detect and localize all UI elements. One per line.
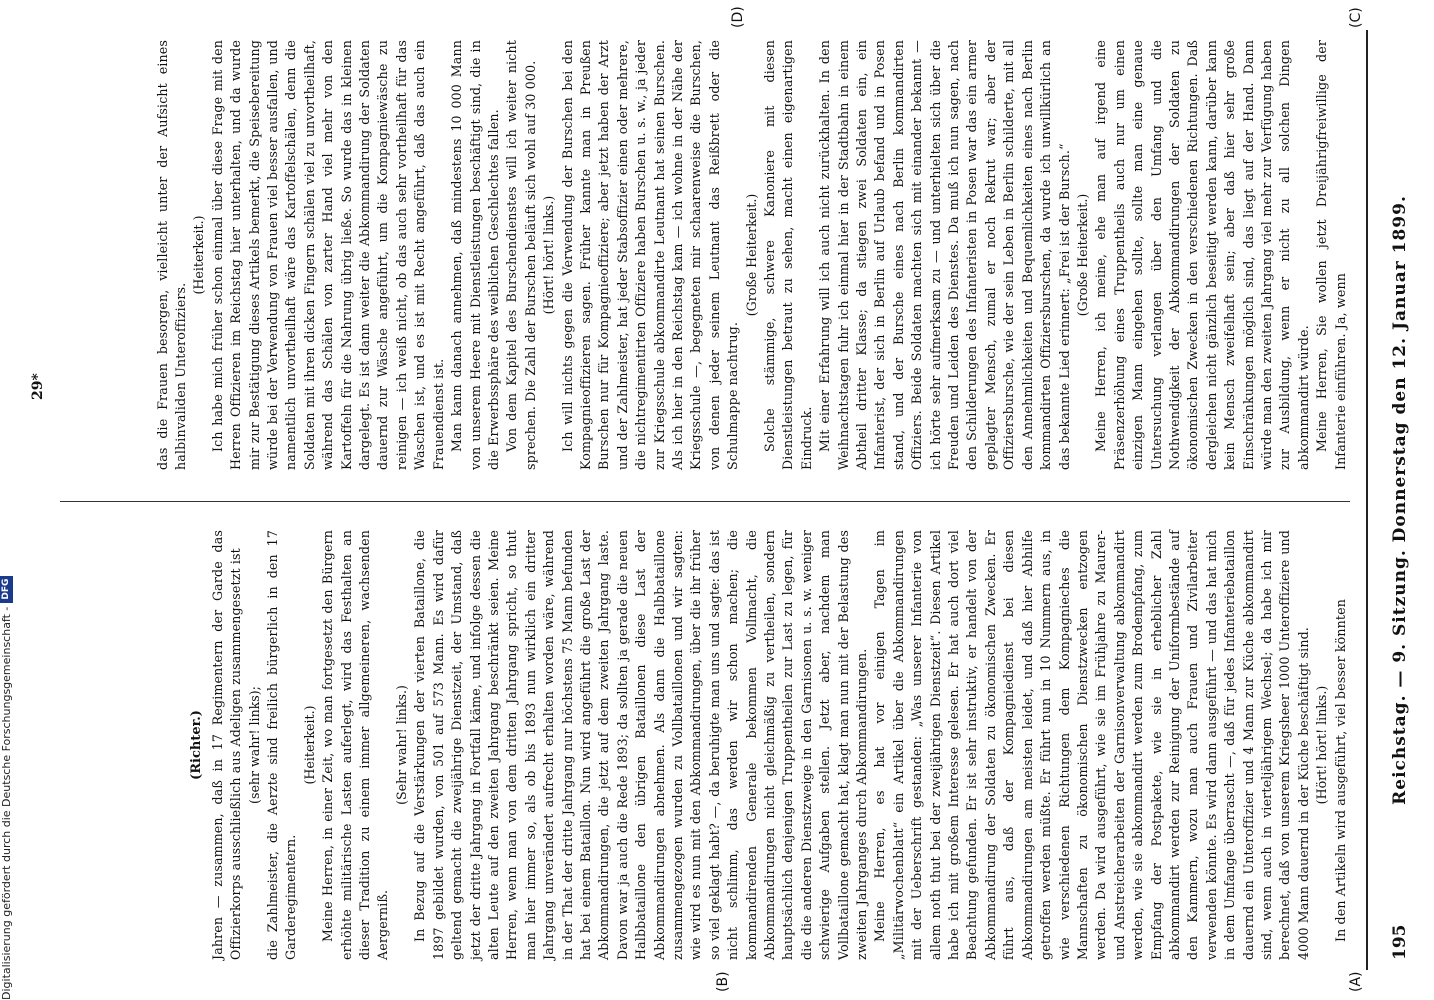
- digitization-text: Digitalisierung gefördert durch die Deutsche Forschungsgemeinschaft -: [0, 606, 13, 1000]
- paragraph: Jahren — zusammen, daß in 17 Regimentern der Garde das Offizierkorps ausschließlich aus Adeligen zusammengesetzt ist: [209, 530, 244, 960]
- paragraph: Meine Herren, es hat vor einigen Tagen im „Militärwochenblatt“ ein Artikel über die Abkommandirungen mit der Ueberschrift gestanden: „Was unserer Infanterie von allem noth thut bei der zweijährigen Dienstzeit“. Diesen Artikel habe ich mit großem Interesse gelesen. Er hat auch dort viel Beachtung gefunden. Er ist sehr instruktiv, er handelt von der Abkommandirung der Soldaten zu ökonomischen Zwecken. Er führt aus, daß der Kompagniedienst bei diesen Abkommandirungen am meisten leidet, und daß hier Abhilfe getroffen werden müßte. Er führt nun in 10 Nummern aus, in wie verschiedenen Richtungen dem Kompagnieches die Mannschaften zu ökonomischen Dienstzwecken entzogen werden. Da wird ausgeführt, wie sie im Frühjahre zu Maurer- und Anstreicherarbeiten der Garnisonverwaltung abkommandirt werden, wie sie abkommandirt werden zum Brodempfang, zum Empfang der Postpakete, wie sie in erheblicher Zahl abkommandirt werden zur Reinigung der Uniformbestände auf den Kammern, wozu man auch Frauen und Zivilarbeiter verwenden könnte. Es wird dann ausgeführt — und das hat mich in dem Umfange überrascht —, daß für jedes Infanteriebataillon dauernd ein Unteroffizier und 4 Mann zur Küche abkommandirt sind, wenn auch in vierteljährigem Wechsel; da habe ich mir berechnet, daß von unserem Kriegsheer 1000 Unteroffiziere und 4000 Mann dauernd in der Küche beschäftigt sind.: [872, 530, 1311, 960]
- left-column: [40, 530, 1350, 960]
- paragraph: Meine Herren, Sie wollen jetzt Dreijährigfreiwillige der Infanterie einführen. Ja, wenn: [1314, 40, 1348, 470]
- page-title: Reichstag. — 9. Sitzung. Donnerstag den 12. Januar 1899.: [1390, 195, 1410, 805]
- paragraph: In Bezug auf die Verstärkungen der vierten Bataillone, die 1897 gebildet wurden, von 501 auf 573 Mann. Es wird dafür geltend gemacht die zweijährige Dienstzeit, der Umstand, daß jetzt der dritte Jahrgang in Fortfall käme, und infolge dessen die alten Leute auf den zweiten Jahrgang beschränkt seien. Meine Herren, wenn man von dem dritten Jahrgang spricht, so thut man hier immer so, als ob bis 1893 nun wirklich ein dritter Jahrgang unverändert aufrecht erhalten worden wäre, während in der That der dritte Jahrgang nur höchstens 75 Mann befunden hat bei einem Bataillon. Nun wird angeführt die große Last der Abkommandirungen, die jetzt auf dem zweiten Jahrgang laste. Davon war ja auch die Rede 1893; da sollten ja gerade die neuen Halbbataillone den übrigen Bataillonen diese Last der Abkommandirungen abnehmen. Als dann die Halbbataillone zusammengezogen wurden zu Vollbataillonen und wir sagten: wie wird es nun mit den Abkommandirungen, über die ihr früher so viel geklagt habt? —, da beruhigte man uns und sagte: das ist nicht schlimm, das werden wir schon machen; die kommandirenden Generale bekommen Vollmacht, die Abkommandirungen nicht gleichmäßig zu vertheilen, sondern hauptsächlich denjenigen Truppentheilen zur Last zu legen, für die die anderen Dienstzweige in den Garnisonen u. s. w. weniger schwierige Aufgaben stellen. Jetzt aber, nachdem man Vollbataillone gemacht hat, klagt man nun mit der Belastung des zweiten Jahrganges durch Abkommandirungen.: [412, 530, 870, 960]
- paragraph: Mit einer Erfahrung will ich auch nicht zurückhalten. In den Weihnachtstagen fuhr ich einmal hier in der Stadtbahn in einem Abtheil dritter Klasse; da stiegen zwei Soldaten ein, ein Infanterist, der sich in Berlin auf Urlaub befand und in Posen stand, und der Bursche eines nach Berlin kommandirten Offiziers. Beide Soldaten machten sich mit einander bekannt — ich hörte sehr aufmerksam zu — und unterhielten sich über die Freuden und Leiden des Dienstes. Da muß ich nun sagen, nach den Schilderungen des Infanteristen in Posen war das ein armer geplagter Mensch, zumal er noch Rekrut war; aber der Offiziersbursche, wie der sein Leben in Berlin schilderte, mit all den Annehmlichkeiten und Bequemlichkeiten eines nach Berlin kommandirten Offiziersburschen, da wurde ich unwillkürlich an das bekannte Lied erinnert: „Frei ist der Bursch.“: [817, 40, 1072, 470]
- paragraph: Ich will nichts gegen die Verwendung der Burschen bei den Kompagnieoffizieren sagen. Früher kannte man in Preußen Burschen nur für Kompagnieoffiziere; aber jetzt haben der Arzt und der Zahlmeister, hat jeder Stabsoffizier einen oder mehrere, die nichtregimentirten Offiziere haben Burschen u. s. w., ja jeder zur Kriegsschule abkommandirte Leutnant hat seinen Burschen. Als ich hier in den Reichstag kam — ich wohne in der Nähe der Kriegsschule —, begegneten mir schaarenweise die Burschen, von denen jeder seinem Leutnant das Reißbrett oder die Schulmappe nachtrug.: [559, 40, 741, 470]
- interjection: (Heiterkeit.): [191, 215, 207, 295]
- column-divider: [60, 501, 1350, 502]
- signature-mark: 29*: [30, 373, 46, 400]
- margin-mark-d: (D): [730, 6, 746, 28]
- interjection: (Hört! hört! links.): [541, 195, 557, 315]
- paragraph: das die Frauen besorgen, vielleicht unter der Aufsicht eines halbinvaliden Unteroffiziers.: [154, 40, 188, 470]
- right-column-content: [154, 40, 1350, 470]
- paragraph: Meine Herren, ich meine, ehe man auf irgend eine Präsenzerhöhung eines Truppentheils auch nur um einen einzigen Mann eingehen sollte, sollte man eine genaue Untersuchung verlangen über den Umfang und die Nothwendigkeit der Abkommandirungen der Soldaten zu ökonomischen Zwecken in den verschiedenen Richtungen. Daß dergleichen nicht gänzlich beseitigt werden kann, darüber kann kein Mensch zweifelhaft sein; aber daß hier sehr große Einschränkungen möglich sind, das liegt auf der Hand. Dann würde man den zweiten Jahrgang viel mehr zur Verfügung haben zur Ausbildung, wenn er nicht zu all solchen Dingen abkommandirt würde.: [1093, 40, 1311, 470]
- interjection: (Hört! hört! links.): [1314, 685, 1330, 805]
- interjection: (Große Heiterkeit.): [1074, 193, 1090, 317]
- paragraph: Meine Herren, in einer Zeit, wo man fortgesetzt den Bürgern erhöhte militärische Lasten auferlegt, wird das Festhalten an dieser Tradition zu einem immer allgemeineren, wachsenden Aergerniß.: [320, 530, 391, 960]
- interjection: (Große Heiterkeit.): [743, 193, 759, 317]
- speaker-label: (Richter.): [189, 710, 205, 780]
- paragraph: In den Artikeln wird ausgeführt, viel besser könnten: [1332, 598, 1348, 942]
- dfg-logo-icon: DFG: [0, 576, 13, 603]
- page-number: 195: [1390, 924, 1410, 960]
- paragraph: Man kann danach annehmen, daß mindestens 10 000 Mann von unserem Heere mit Dienstleistungen beschäftigt sind, die in die Erwerbssphäre des weiblichen Geschlechtes fallen.: [449, 40, 501, 470]
- right-column: [40, 40, 1350, 470]
- margin-mark-a: (A): [1348, 971, 1364, 992]
- paragraph: Solche stämmige, schwere Kanoniere mit diesen Dienstleistungen betraut zu sehen, macht einen eigenartigen Eindruck.: [762, 40, 814, 470]
- interjection: (Sehr wahr! links.): [393, 685, 409, 805]
- interjection: (Heiterkeit.): [301, 705, 317, 785]
- margin-mark-b: (B): [715, 971, 731, 992]
- left-column-content: [188, 530, 1350, 960]
- header-rule: [1366, 30, 1368, 970]
- digitization-notice: [0, 0, 14, 1000]
- paragraph: die Zahlmeister, die Aerzte sind freilich bürgerlich in den 17 Garderegimentern.: [265, 530, 299, 960]
- page-header: [1388, 40, 1418, 960]
- paragraph: Ich habe mich früher schon einmal über diese Frage mit den Herren Offizieren im Reichstag hier unterhalten, und da wurde mir zur Bestätigung dieses Artikels bemerkt, die Speisebereitung würde bei der Verwendung von Frauen viel besser ausfallen, und namentlich unvortheilhaft wäre das Kartoffelschälen, denn die Soldaten mit ihren dicken Fingern schälen viel zu unvortheilhaft, während das Schälen von zarter Hand viel mehr von den Kartoffeln für die Nahrung übrig ließe. So wurde das in kleinen dargelegt. Es ist dann weiter die Abkommandirung der Soldaten dauernd zur Wäsche angeführt, um die Kompagniewäsche zu reinigen — ich weiß nicht, ob das auch sehr vortheilhaft für das Waschen ist, und es ist mit Recht angeführt, daß das auch ein Frauendienst ist.: [209, 40, 446, 470]
- interjection: (sehr wahr! links);: [246, 686, 262, 804]
- margin-mark-c: (C): [1348, 7, 1364, 28]
- paragraph: Von dem Kapitel des Burschendienstes will ich weiter nicht sprechen. Die Zahl der Burschen beläuft sich wohl auf 30 000.: [504, 40, 538, 470]
